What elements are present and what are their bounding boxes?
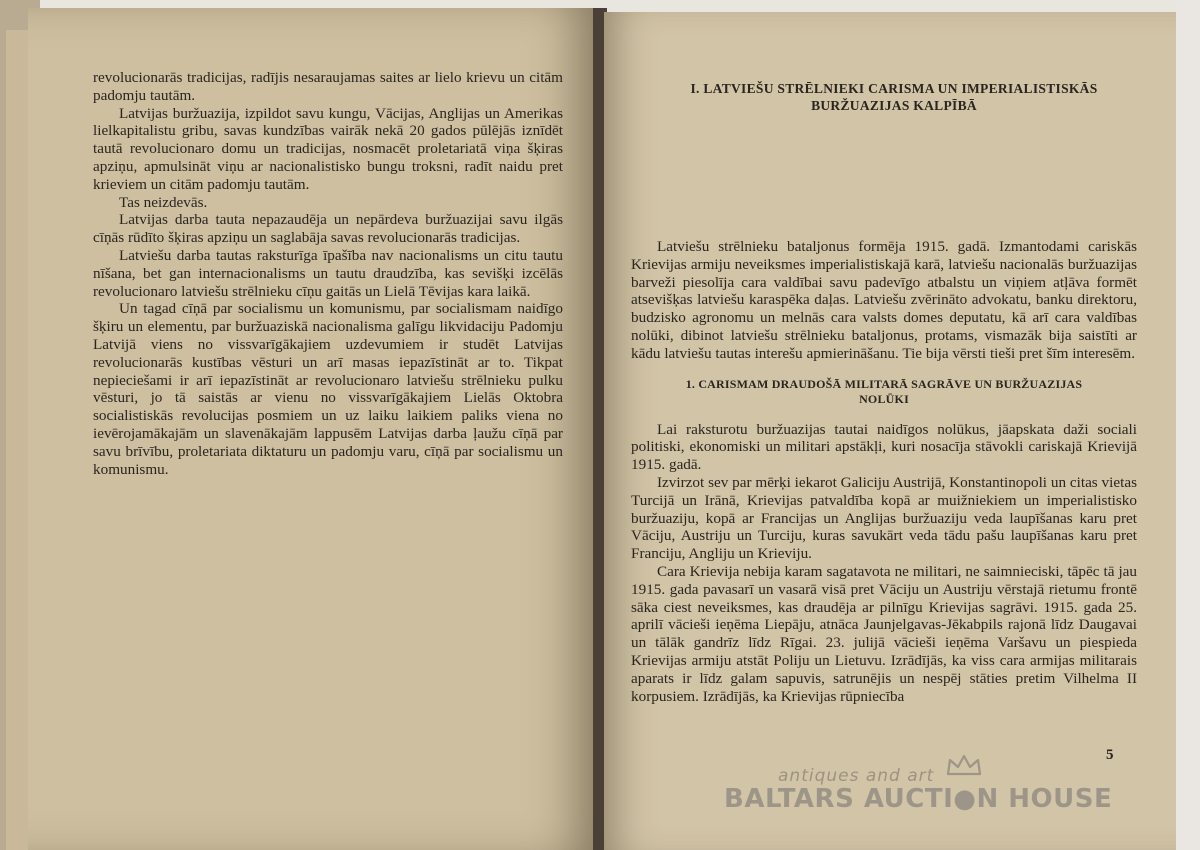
intro-paragraph: Latviešu strēlnieku bataljonus formēja 1915. gadā. Izmantodami cariskās Krievijas armiju neveiksmes imperialistiskajā karā, latviešu nacionalās buržuazijas barveži piesolīja cara valdībai savu padevīgo atbalstu un viņiem atļāva formēt atsevišķas latviešu karaspēka daļas. Latviešu zvērināto advokatu, banku direktoru, budzisko agronomu un melnās cara valsts domes deputatu, kā arī cara valdības nolūki, dibinot latviešu strēlnieku bataljonus, protams, vismazāk bija saistīti ar kādu latviešu tautas interešu apmierināšanu. Tie bija vērsti tieši pret šīm interesēm. bbox=[631, 238, 1137, 362]
paragraph: Latviešu darba tautas raksturīga īpašība nav nacionalisms un citu tautu nīšana, bet gan internacionalisms un tautu draudzība, kas sevišķi izcēlās revolucionaro latviešu strēlnieku cīņu gaitās un Lielā Tēvijas kara laikā. bbox=[93, 246, 563, 300]
paragraph: revolucionarās tradicijas, radījis nesaraujamas saites ar lielo krievu un citām padomju tautām. bbox=[93, 69, 563, 104]
page-number: 5 bbox=[1106, 747, 1114, 763]
paragraph: Lai raksturotu buržuazijas tautai naidīgos nolūkus, jāapskata daži sociali politiski, ekonomiski un militari apstākļi, kuri nosacīja stāvokli cariskajā Krievijā 1915. gadā. bbox=[631, 420, 1137, 474]
paragraph: Cara Krievija nebija karam sagatavota ne militari, ne saimnieciski, tāpēc tā jau 1915. gada pavasarī un vasarā visā pret Vāciju un Austriju vērstajā rietumu frontē sāka ciest neveiksmes, kas draudēja ar pilnīgu Krievijas sagrāvi. 1915. gada 25. aprilī vācieši ieņēma Liepāju, atnāca Jaunjelgavas-Jēkabpils rajonā līdz Daugavai un tālāk gandrīz līdz Rīgai. 23. julijā vācieši ieņēma Varšavu un piespieda Krievijas armiju atstāt Poliju un Lietuvu. Izrādījās, ka viss cara armijas militarais aparats ir līdz galam sapuvis, satrunējis un nespēj stāties pretim Vilhelma II korpusiem. Izrādījās, ka Krievijas rūpniecība bbox=[631, 562, 1137, 705]
right-page bbox=[604, 12, 1176, 850]
paragraph: Latvijas darba tauta nepazaudēja un nepārdeva buržuazijai savu ilgās cīņās rūdīto šķiras apziņu un saglabāja savas revolucionarās tradicijas. bbox=[93, 211, 563, 247]
watermark-name: BALTARS AUCTI●N HOUSE bbox=[724, 784, 1113, 814]
chapter-title: I. LATVIEŠU STRĒLNIEKI CARISMA UN IMPERIALISTISKĀS BURŽUAZIJAS KALPĪBĀ bbox=[690, 81, 1098, 113]
crown-icon bbox=[946, 754, 982, 776]
section-title: 1. CARISMAM DRAUDOŠĀ MILITARĀ SAGRĀVE UN BURŽUAZIJAS NOLŪKI bbox=[685, 376, 1083, 406]
watermark-tagline: antiques and art bbox=[778, 766, 935, 786]
left-page-body bbox=[93, 69, 563, 478]
paragraph: Latvijas buržuazija, izpildot savu kungu, Vācijas, Anglijas un Amerikas lielkapitalistu gribu, savas kundzības vairāk nekā 20 gados pūlējās iznīdēt tautā revolucionaro domu un tradicijas, nosmacēt proletariatā viņa šķiras apziņu, apmulsināt viņu ar nacionalistisko bungu troksni, radīt naidu pret krieviem un citām padomju tautām. bbox=[93, 104, 563, 193]
paragraph: Un tagad cīņā par socialismu un komunismu, par socialismam naidīgo šķiru un elementu, par buržuaziskā nacionalisma galīgu likvidaciju Padomju Latvijā viens no vissvarīgākajiem uzdevumiem ir studēt Latvijas revolucionarās kustības vēsturi un arī masas iepazīstināt ar to. Tikpat nepieciešami ir arī iepazīstināt ar revolucionaro latviešu strēlnieku pulku vēsturi, jo tā saistās ar vienu no vissvarīgākajiem Lielās Oktobra socialistiskās revolucijas posmiem un uz laiku laikiem paliks viena no ievērojamākajām un slavenākajām lappusēm Latvijas darba ļaužu cīņā par savu brīvību, proletariata diktaturu un padomju varu, cīņā par socialismu un komunismu. bbox=[93, 300, 563, 478]
auction-watermark bbox=[720, 754, 1120, 824]
paragraph: Tas neizdevās. bbox=[119, 193, 208, 211]
background-right bbox=[1176, 0, 1200, 850]
right-page-body bbox=[631, 238, 1137, 705]
paragraph: Izvirzot sev par mērķi iekarot Galiciju Austrijā, Konstantinopoli un citas vietas Turcijā un Irānā, Krievijas patvaldība kopā ar muižniekiem un imperialistisko buržuaziju, kopā ar Francijas un Anglijas buržuaziju veda laupīšanas karu pret Vāciju, Austriju un Turciju, kuras savukārt veda tādu pašu laupīšanas karu pret Franciju, Angliju un Krieviju. bbox=[631, 473, 1137, 563]
